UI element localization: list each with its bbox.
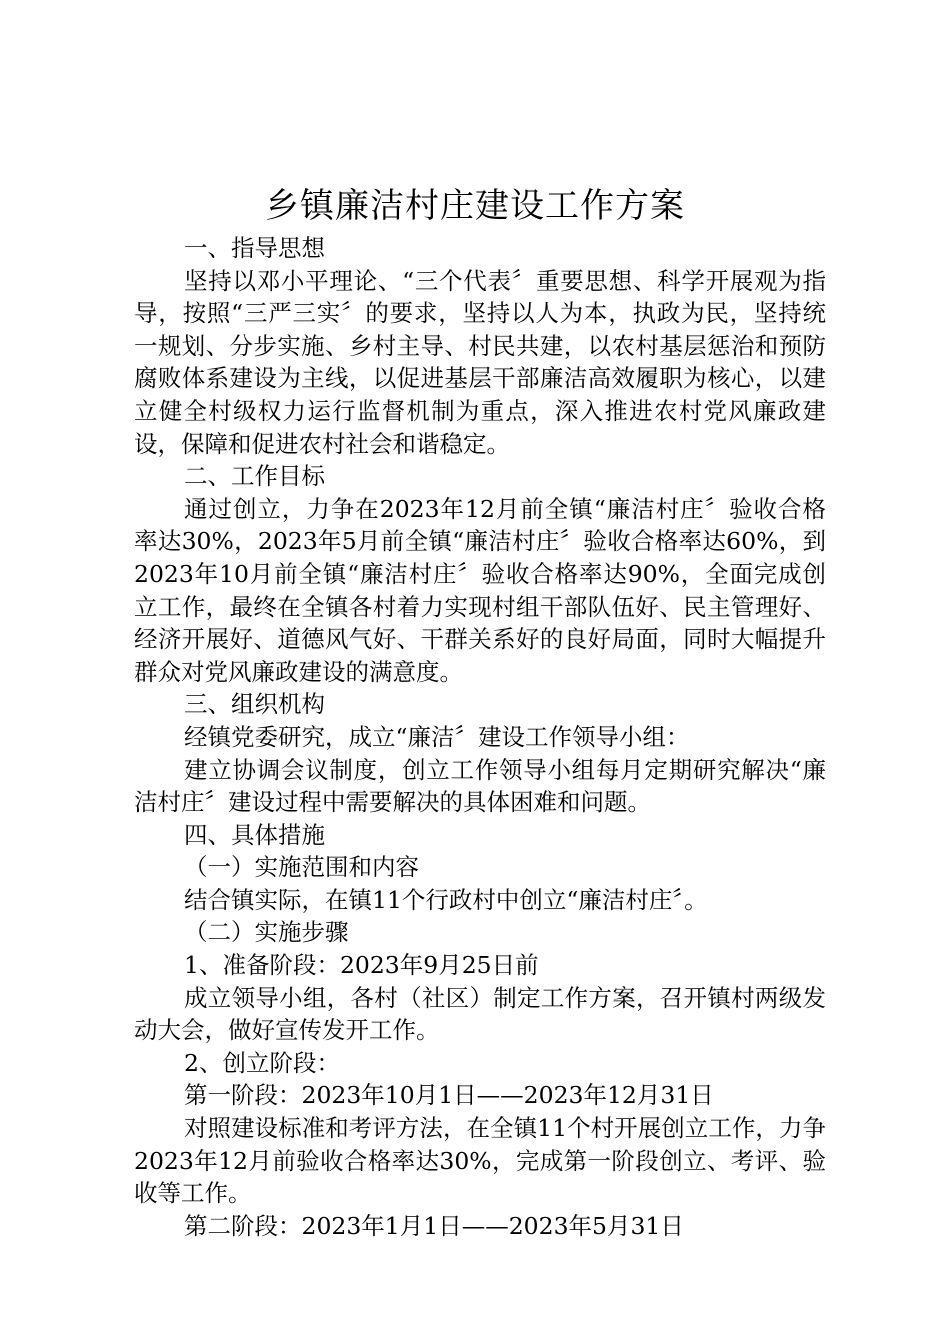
document-title: 乡镇廉洁村庄建设工作方案 bbox=[265, 186, 685, 226]
subheading-steps: （二）实施步骤 bbox=[184, 918, 349, 947]
paragraph-preparation-detail: 成立领导小组，各村（社区）制定工作方案，召开镇村两级发动大会，做好宣传发开工作。 bbox=[134, 983, 826, 1045]
paragraph-preparation-stage: 1、准备阶段：2023年9月25日前 bbox=[184, 951, 539, 980]
paragraph-phase-one-detail: 对照建设标准和考评方法，在全镇11个村开展创立工作，力争2023年12月前验收合格率达30%，完成第一阶段创立、考评、验收等工作。 bbox=[134, 1114, 826, 1208]
paragraph-creation-stage: 2、创立阶段： bbox=[184, 1048, 340, 1077]
paragraph-guiding-ideology: 坚持以邓小平理论、“三个代表〞重要思想、科学开展观为指导，按照“三严三实〞的要求，坚持以人为本，执政为民，坚持统一规划、分步实施、乡村主导、村民共建，以农村基层惩治和预防腐败体系建设为主线，以促进基层干部廉洁高效履职为核心，以建立健全村级权力运行监督机制为重点，深入推进农村党风廉政建设，保障和促进农村社会和谐稳定。 bbox=[134, 266, 826, 458]
section-heading-organization: 三、组织机构 bbox=[184, 690, 325, 719]
paragraph-organization-1: 经镇党委研究，成立“廉洁〞建设工作领导小组： bbox=[184, 722, 690, 751]
paragraph-phase-one: 第一阶段：2023年10月1日——2023年12月31日 bbox=[184, 1081, 714, 1110]
section-heading-measures: 四、具体措施 bbox=[184, 820, 325, 849]
paragraph-organization-2: 建立协调会议制度，创立工作领导小组每月定期研究解决“廉洁村庄〞建设过程中需要解决的具体困难和问题。 bbox=[134, 755, 826, 817]
section-heading-guiding-ideology: 一、指导思想 bbox=[184, 234, 325, 262]
paragraph-work-goals: 通过创立，力争在2023年12月前全镇“廉洁村庄〞验收合格率达30%，2023年5月前全镇“廉洁村庄〞验收合格率达60%，到2023年10月前全镇“廉洁村庄〞验收合格率达90%，全面完成创立工作，最终在全镇各村着力实现村组干部队伍好、民主管理好、经济开展好、道德风气好、干群关系好的良好局面，同时大幅提升群众对党风廉政建设的满意度。 bbox=[134, 494, 826, 686]
document-body bbox=[134, 232, 826, 1242]
paragraph-scope: 结合镇实际，在镇11个行政村中创立“廉洁村庄〞。 bbox=[184, 885, 708, 914]
subheading-scope: （一）实施范围和内容 bbox=[184, 853, 419, 882]
section-heading-work-goals: 二、工作目标 bbox=[184, 462, 325, 491]
paragraph-phase-two: 第二阶段：2023年1月1日——2023年5月31日 bbox=[184, 1211, 684, 1240]
